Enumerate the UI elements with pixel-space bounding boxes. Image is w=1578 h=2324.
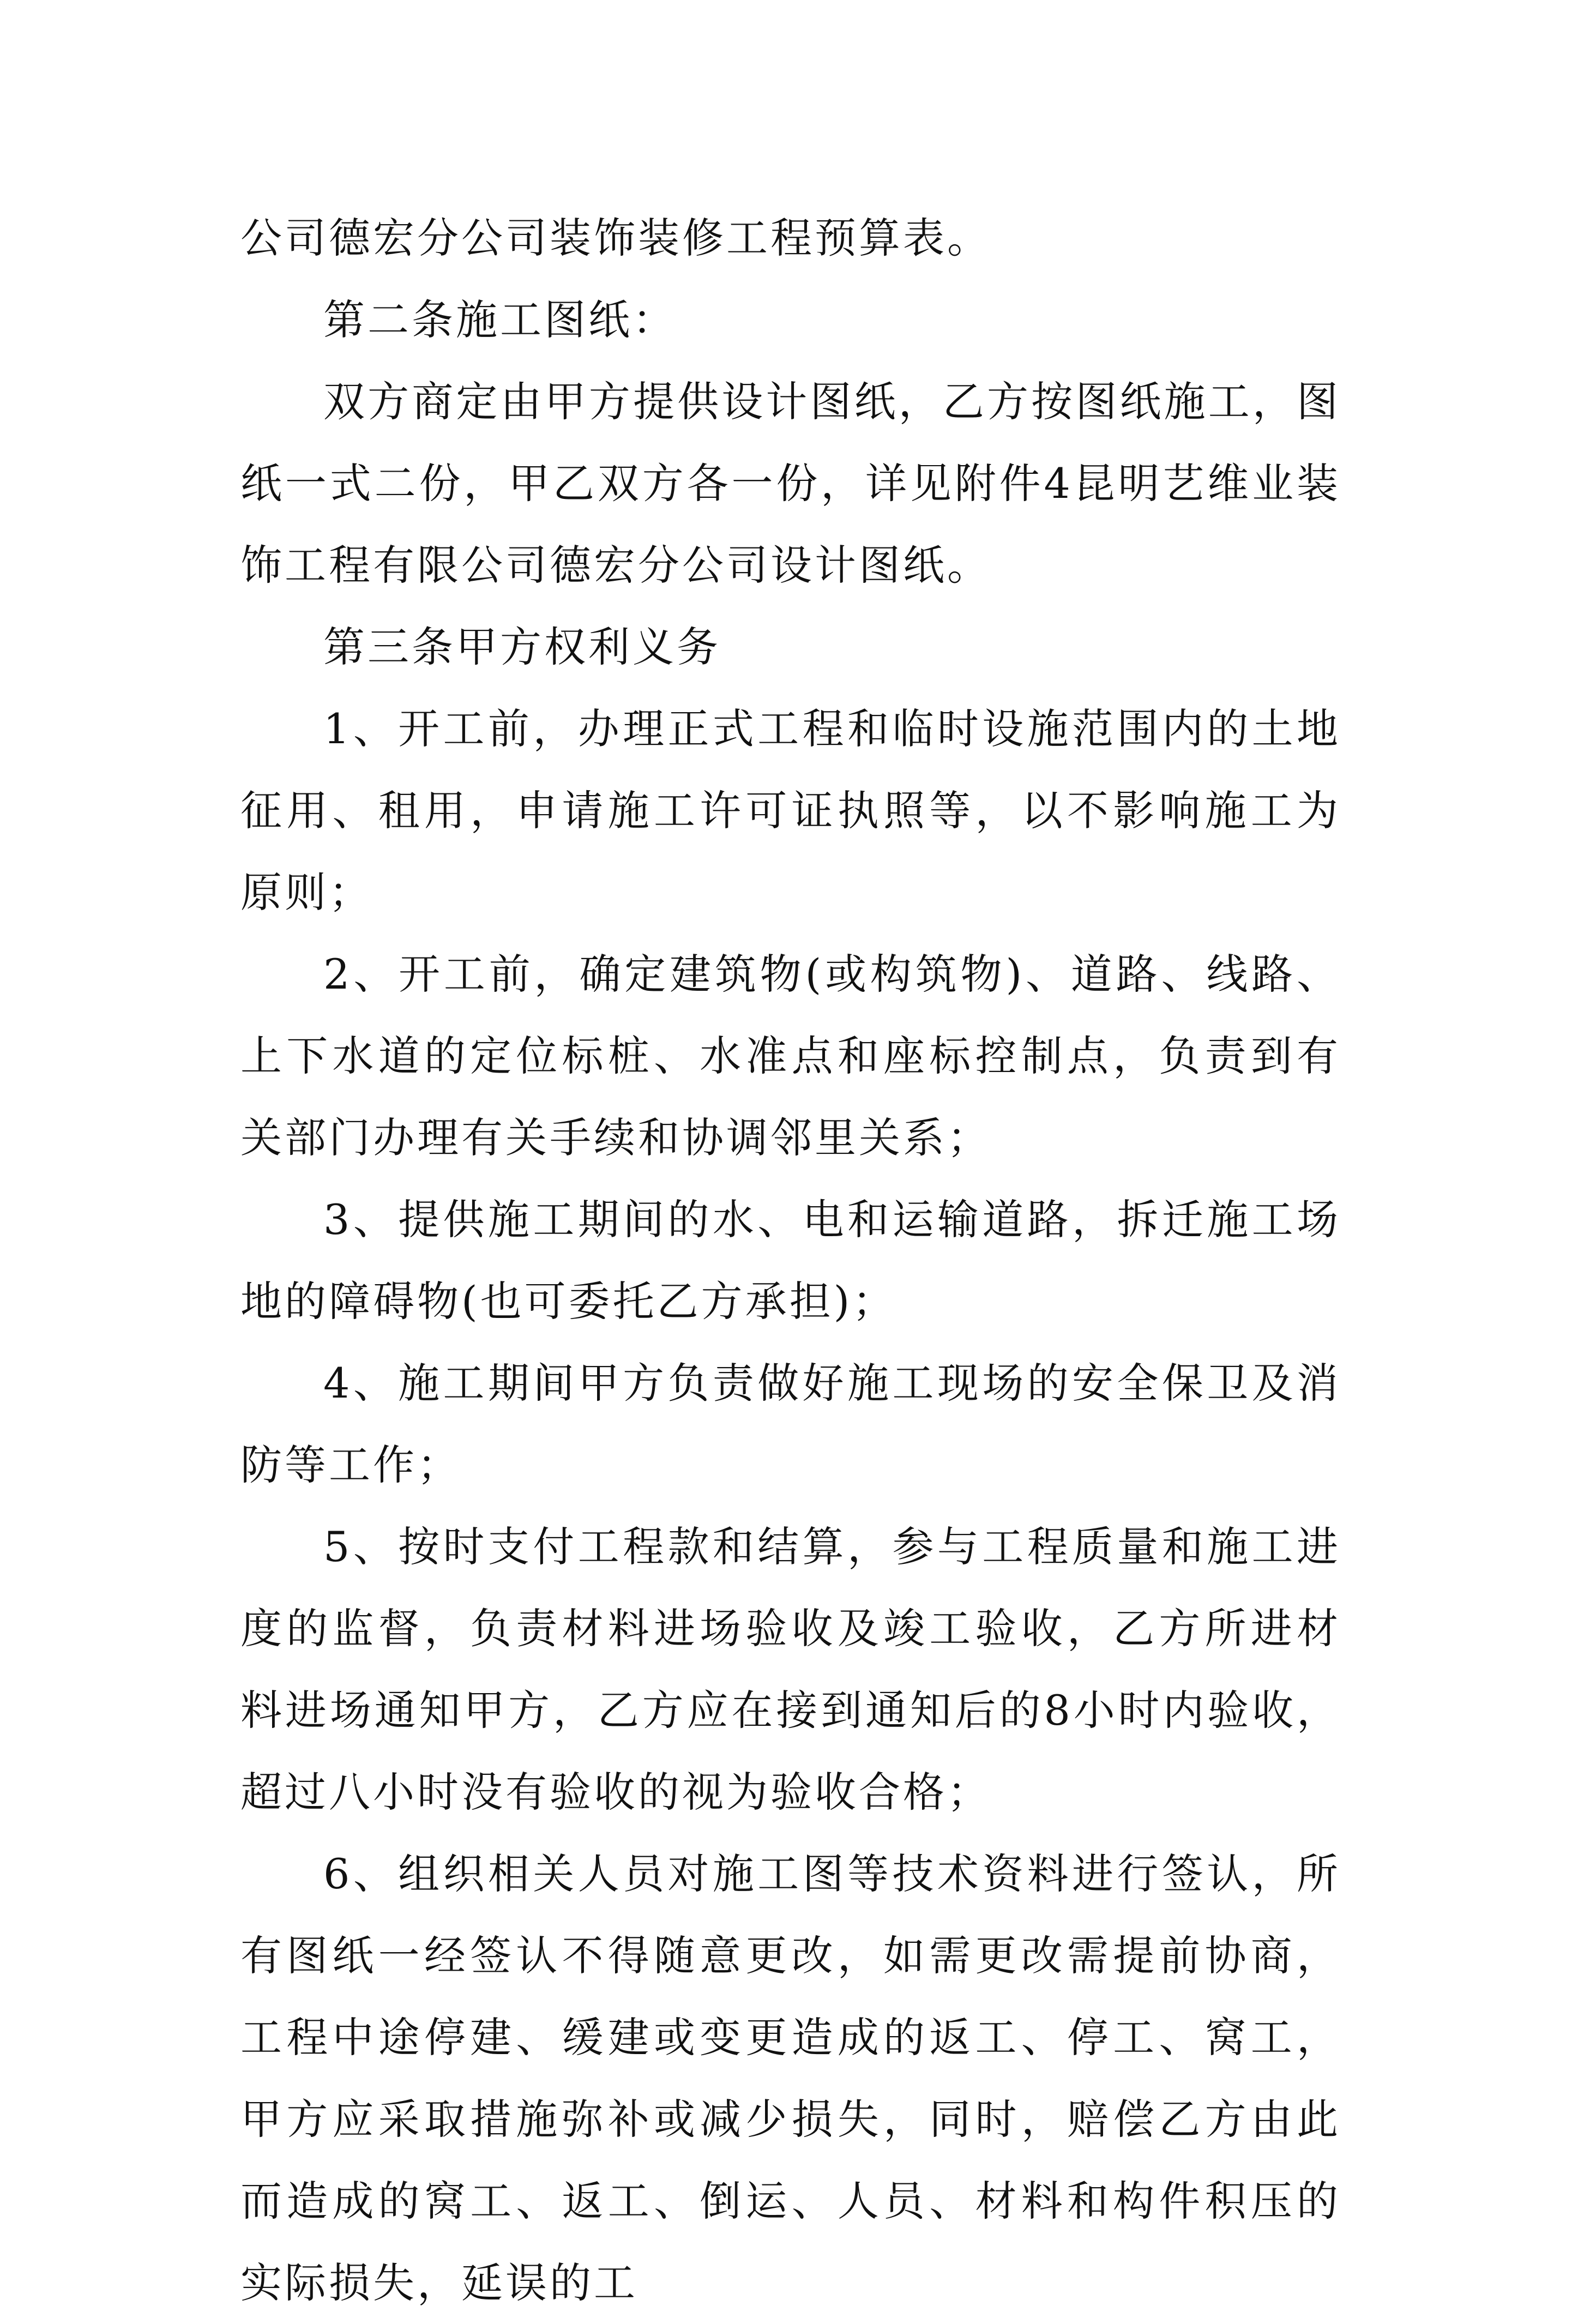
list-item-2: 2、开工前，确定建筑物(或构筑物)、道路、线路、上下水道的定位标桩、水准点和座标控制点，负责到有关部门办理有关手续和协调邻里关系； (240, 950, 1341, 1162)
list-item-5: 5、按时支付工程款和结算，参与工程质量和施工进度的监督，负责材料进场验收及竣工验收，乙方所进材料进场通知甲方，乙方应在接到通知后的8小时内验收，超过八小时没有验收的视为验收合格； (240, 1522, 1341, 1816)
paragraph-continued-budget: 公司德宏分公司装饰装修工程预算表。 (240, 214, 991, 262)
paragraph-drawings: 双方商定由甲方提供设计图纸，乙方按图纸施工，图纸一式二份，甲乙双方各一份，详见附件4昆明艺维业装饰工程有限公司德宏分公司设计图纸。 (240, 377, 1341, 589)
body-text (240, 197, 1341, 2324)
list-item-1: 1、开工前，办理正式工程和临时设施范围内的土地征用、租用，申请施工许可证执照等，以不影响施工为原则； (240, 705, 1341, 917)
list-item-6: 6、组织相关人员对施工图等技术资料进行签认，所有图纸一经签认不得随意更改，如需更改需提前协商，工程中途停建、缓建或变更造成的返工、停工、窝工，甲方应采取措施弥补或减少损失，同时，赔偿乙方由此而造成的窝工、返工、倒运、人员、材料和构件积压的实际损失，延误的工 (240, 1850, 1341, 2307)
heading-article-2: 第二条施工图纸： (323, 296, 677, 344)
heading-article-3: 第三条甲方权利义务 (323, 623, 721, 671)
list-item-4: 4、施工期间甲方负责做好施工现场的安全保卫及消防等工作； (240, 1359, 1341, 1489)
list-item-3: 3、提供施工期间的水、电和运输道路，拆迁施工场地的障碍物(也可委托乙方承担)； (240, 1195, 1341, 1326)
